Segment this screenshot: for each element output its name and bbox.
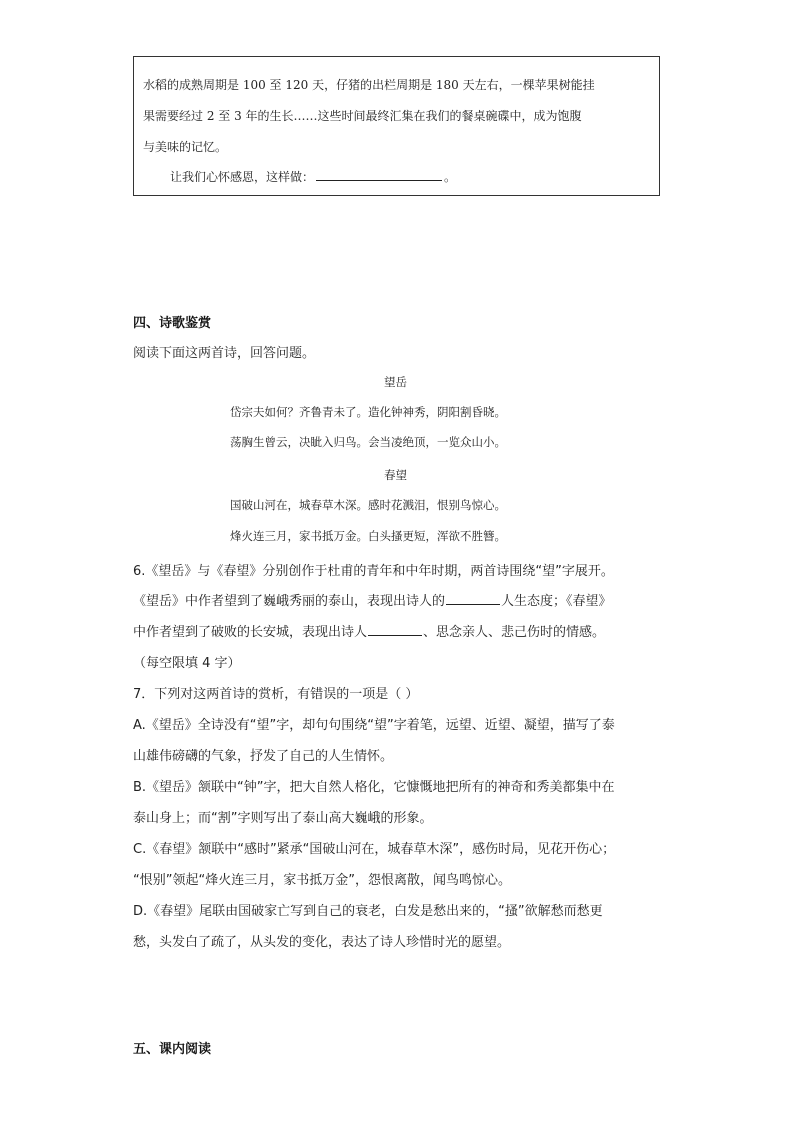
q6-line-4: （每空限填 4 字） bbox=[133, 656, 241, 671]
q6-line-1: 6.《望岳》与《春望》分别创作于杜甫的青年和中年时期，两首诗围绕“望”字展开。 bbox=[133, 564, 614, 579]
poem-1-line-2: 荡胸生曾云，决眦入归鸟。会当凌绝顶，一览众山小。 bbox=[230, 435, 506, 449]
q6-line-3b: 、思念亲人、悲己伤时的情感。 bbox=[423, 625, 606, 640]
q7-option-c-line-2: “恨别”领起“烽火连三月，家书抵万金”，怨恨离散，闻鸟鸣惊心。 bbox=[133, 873, 511, 888]
poem-2-title: 春望 bbox=[384, 468, 407, 482]
q6-line-3a: 中作者望到了破败的长安城，表现出诗人 bbox=[133, 625, 368, 640]
passage-prompt bbox=[170, 168, 456, 185]
q7-option-c-line-1[interactable]: C.《春望》颔联中“感时”紧承“国破山河在，城春草木深”，感伤时局，见花开伤心； bbox=[133, 842, 616, 857]
q7-stem: 7．下列对这两首诗的赏析，有错误的一项是（ ） bbox=[133, 687, 419, 702]
passage-line-3: 与美味的记忆。 bbox=[143, 140, 228, 154]
answer-blank[interactable] bbox=[316, 169, 442, 181]
q6-line-2b: 人生态度；《春望》 bbox=[501, 594, 612, 609]
poem-2-line-2: 烽火连三月，家书抵万金。白头搔更短，浑欲不胜簪。 bbox=[230, 529, 506, 543]
poem-2-line-1: 国破山河在，城春草木深。感时花溅泪，恨别鸟惊心。 bbox=[230, 498, 506, 512]
section-4-intro: 阅读下面这两首诗，回答问题。 bbox=[133, 346, 316, 361]
poem-1-line-1: 岱宗夫如何？齐鲁青未了。造化钟神秀，阴阳割昏晓。 bbox=[230, 405, 506, 419]
q6-blank-1[interactable] bbox=[446, 592, 500, 605]
q7-option-a-line-2: 山雄伟磅礴的气象，抒发了自己的人生情怀。 bbox=[133, 749, 394, 764]
passage-prompt-end: 。 bbox=[444, 170, 457, 184]
q7-option-a-line-1[interactable]: A.《望岳》全诗没有“望”字，却句句围绕“望”字着笔，远望、近望、凝望，描写了泰 bbox=[133, 718, 615, 733]
q6-blank-2[interactable] bbox=[368, 623, 422, 636]
passage-line-2: 果需要经过 2 至 3 年的生长……这些时间最终汇集在我们的餐桌碗碟中，成为饱腹 bbox=[143, 109, 582, 123]
q7-option-d-line-2: 愁，头发白了疏了，从头发的变化，表达了诗人珍惜时光的愿望。 bbox=[133, 935, 511, 950]
section-4-heading: 四、诗歌鉴赏 bbox=[133, 316, 212, 331]
q6-line-2 bbox=[133, 590, 612, 609]
poem-1-title: 望岳 bbox=[384, 375, 407, 389]
q6-line-2a: 《望岳》中作者望到了巍峨秀丽的泰山，表现出诗人的 bbox=[133, 594, 446, 609]
q6-line-3 bbox=[133, 621, 605, 640]
passage-line-1: 水稻的成熟周期是 100 至 120 天，仔猪的出栏周期是 180 天左右，一棵苹果树能挂 bbox=[143, 78, 595, 92]
q7-option-b-line-1[interactable]: B.《望岳》颔联中“钟”字，把大自然人格化，它慷慨地把所有的神奇和秀美都集中在 bbox=[133, 780, 615, 795]
q7-option-d-line-1[interactable]: D.《春望》尾联由国破家亡写到自己的衰老，白发是愁出来的，“搔”欲解愁而愁更 bbox=[133, 904, 603, 919]
q7-option-b-line-2: 泰山身上；而“割”字则写出了泰山高大巍峨的形象。 bbox=[133, 811, 433, 826]
section-5-heading: 五、课内阅读 bbox=[133, 1042, 212, 1057]
passage-prompt-text: 让我们心怀感恩，这样做： bbox=[170, 170, 315, 184]
